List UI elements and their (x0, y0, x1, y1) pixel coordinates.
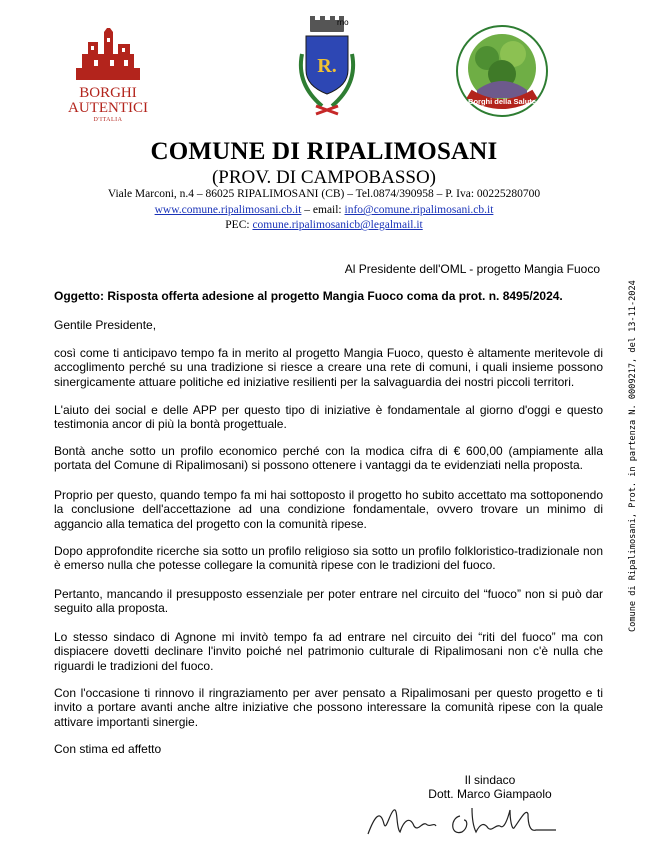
email-label: – email: (301, 204, 345, 216)
paragraph-8: Con l'occasione ti rinnovo il ringraziamento per aver pensato a Ripalimosani per questo progetto e ti invito a portare avanti anche altre iniziative che possono interessare la comunità ripese con la quale attivare importanti sinergie. (54, 686, 603, 729)
crest-caption: rno (337, 18, 349, 27)
municipal-crest-icon (292, 14, 362, 124)
signer-name: Dott. Marco Giampaolo (428, 787, 552, 801)
greeting: Gentile Presidente, (54, 318, 157, 332)
castle-icon (74, 28, 142, 84)
logo-right-text: Borghi della Salute (468, 97, 536, 106)
closing: Con stima ed affetto (54, 742, 162, 756)
paragraph-7: Lo stesso sindaco di Agnone mi invitò tempo fa ad entrare nel circuito dei “riti del fuoco” ma con dispiacere dovetti declinare l'invito poiché nel patrimonio culturale di Ripalimosani non c'è nulla che riguardi le tradizioni del fuoco. (54, 630, 603, 673)
signer-role: Il sindaco (464, 773, 516, 787)
recipient-line: Al Presidente dell'OML - progetto Mangia Fuoco (344, 262, 600, 276)
paragraph-2: L'aiuto dei social e delle APP per questo tipo di iniziative è fondamentale al giorno d'oggi e questo testimonia ancor di più la bontà progettuale. (54, 403, 603, 432)
email-link[interactable]: info@comune.ripalimosani.cb.it (344, 204, 494, 216)
borghi-della-salute-logo (455, 24, 549, 118)
contact-line (0, 204, 648, 216)
tree-seal-icon (455, 24, 549, 118)
paragraph-1: così come ti anticipavo tempo fa in merito al progetto Mangia Fuoco, questo è altamente meritevole di accoglimento perché su una tradizione si riesce a creare una rete di comuni, i quali insieme possono sinergicamente attuare politiche ed iniziative resilienti per la salvaguardia dei nostri piccoli territori. (54, 346, 603, 389)
pec-link[interactable]: comune.ripalimosanicb@legalmail.it (252, 219, 423, 231)
logo-left-line3: D'ITALIA (93, 117, 123, 123)
website-link[interactable]: www.comune.ripalimosani.cb.it (154, 204, 302, 216)
pec-label: PEC: (225, 219, 253, 231)
paragraph-5: Dopo approfondite ricerche sia sotto un profilo religioso sia sotto un profilo folkloristico-tradizionale non è emerso nulla che potesse collegare la comunità ripese con le tradizioni del fuoco. (54, 544, 603, 573)
province-line: (PROV. DI CAMPOBASSO) (211, 167, 436, 188)
logo-left-line1: BORGHI (79, 85, 137, 101)
crest-letter: R. (317, 55, 337, 77)
paragraph-4: Proprio per questo, quando tempo fa mi hai sottoposto il progetto ho subito accettato ma sottoponendo la conclusione dell'accettazione ad una condizione fondamentale, ovvero trovare un minimo di aggancio alla tematica del progetto con la comunità ripese. (54, 488, 603, 531)
logo-left-line2: AUTENTICI (68, 100, 148, 116)
handwritten-signature (364, 798, 564, 844)
pec-line (0, 219, 648, 231)
borghi-autentici-logo (68, 22, 148, 126)
page-title: COMUNE DI RIPALIMOSANI (150, 138, 498, 165)
paragraph-3: Bontà anche sotto un profilo economico perché con la modica cifra di € 600,00 (ampiamente alla portata del Comune di Ripalimosani) si possono ottenere i vantaggi da te evidenziati nella proposta. (54, 444, 603, 473)
protocol-stamp: Comune di Ripalimosani, Prot. in partenza N. 0009217, del 13-11-2024 (628, 280, 638, 632)
subject-line: Oggetto: Risposta offerta adesione al progetto Mangia Fuoco coma da prot. n. 8495/2024. (54, 289, 563, 303)
address-line: Viale Marconi, n.4 – 86025 RIPALIMOSANI (CB) – Tel.0874/390958 – P. Iva: 00225280700 (107, 188, 541, 200)
paragraph-6: Pertanto, mancando il presupposto essenziale per poter entrare nel circuito del “fuoco” non si può dar seguito alla proposta. (54, 587, 603, 616)
